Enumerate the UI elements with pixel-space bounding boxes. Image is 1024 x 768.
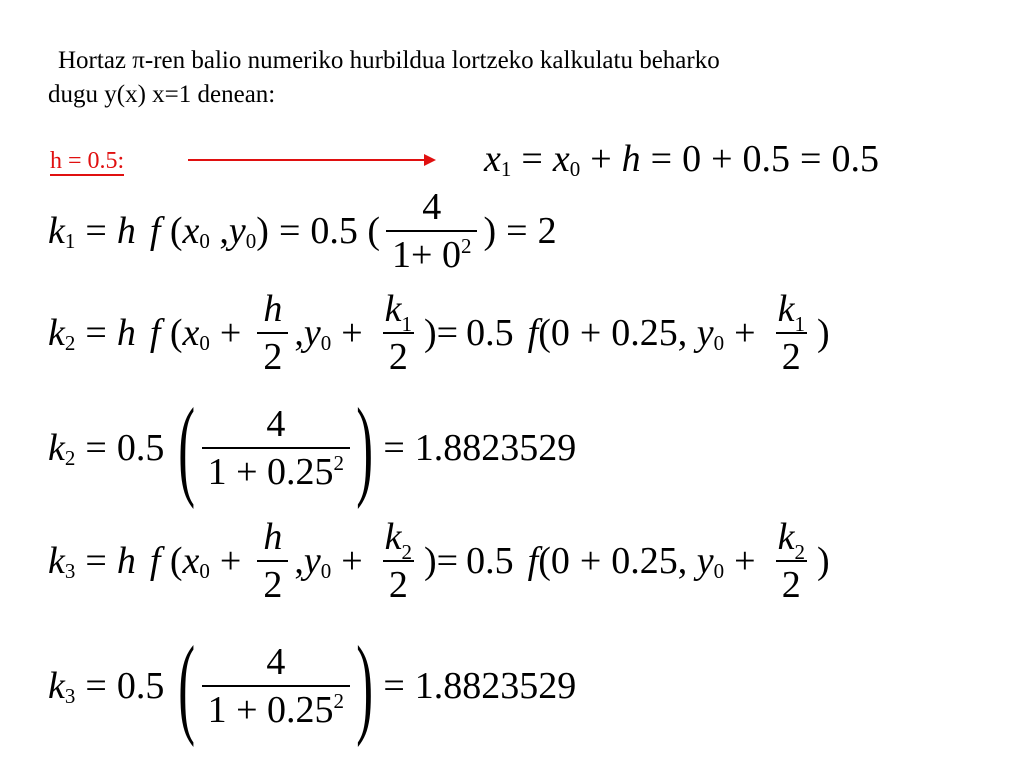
intro-line-2: dugu y(x) x=1 denean:: [48, 81, 276, 108]
k2-symbolic-equation: k 2 = h f ( x 0 + $\frac{h}{2}$ , y 0 + $\frac{k_1}{2}$ )= 0.5 f (0 + 0.25 , y 0 + $\frac{k_1}{2}$ ): [48, 288, 830, 378]
k3-numeric-equation: k 3 = 0.5 ( $\frac{4}{1 + 0.25^2}$ ) = 1.8823529: [48, 624, 577, 748]
k2-result: 1.8823529: [414, 427, 577, 470]
k3-symbolic-equation: k 3 = h f ( x 0 + $\frac{h}{2}$ , y 0 + $\frac{k_2}{2}$ )= 0.5 f (0 + 0.25 , y 0 + $\frac{k_2}{2}$ ): [48, 516, 830, 606]
step-size-label: h = 0.5:: [50, 148, 125, 174]
x1-result: 0.5: [831, 138, 879, 180]
intro-text: [48, 44, 988, 112]
arrow-icon: [188, 150, 438, 170]
k1-fraction: $\frac{4}{1+ 0^2}$: [386, 188, 477, 274]
k1-equation: k 1 = h f ( x 0 , y 0 ) = 0.5 ( $\frac{4}{1+ 0^2}$ ) = 2: [48, 186, 557, 276]
intro-line-1: Hortaz π-ren balio numeriko hurbildua lortzeko kalkulatu beharko: [58, 47, 720, 74]
k1-result: 2: [537, 210, 557, 252]
x1-equation: x 1 = x 0 + h = 0 + 0.5 = 0.5: [484, 138, 879, 181]
k2-numeric-equation: k 2 = 0.5 ( $\frac{4}{1 + 0.25^2}$ ) = 1.8823529: [48, 386, 577, 510]
k3-result: 1.8823529: [414, 665, 577, 708]
